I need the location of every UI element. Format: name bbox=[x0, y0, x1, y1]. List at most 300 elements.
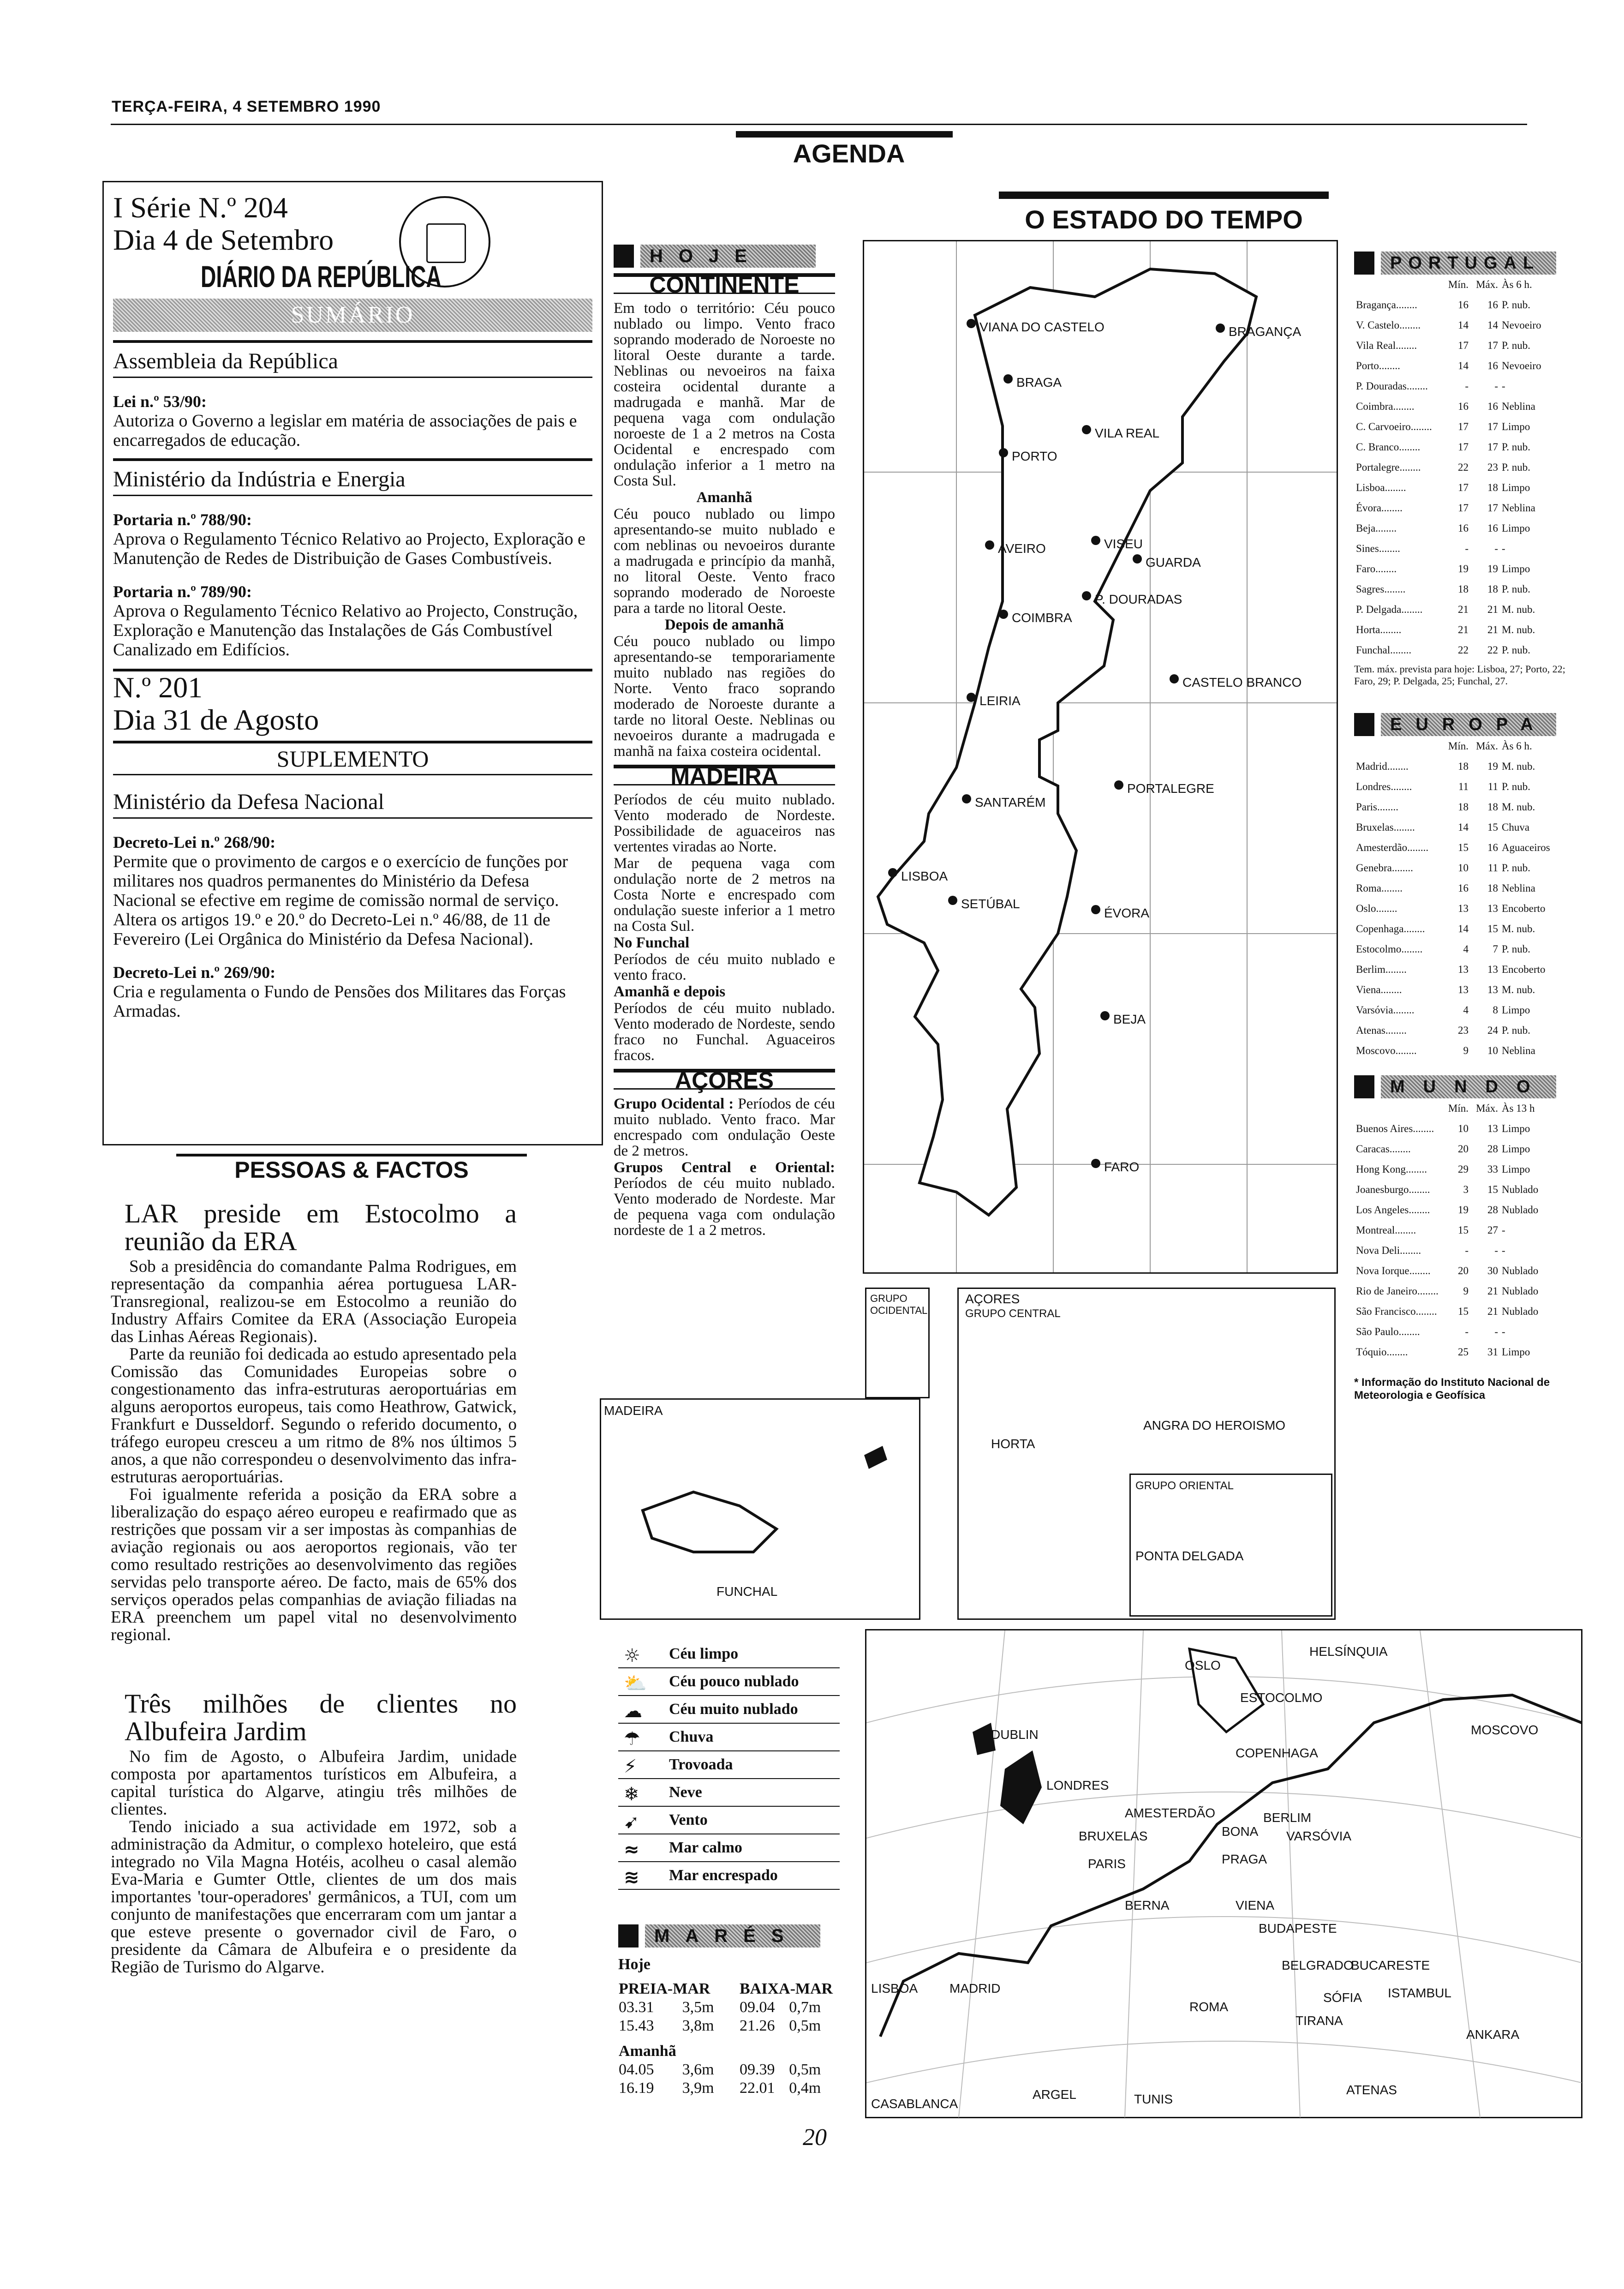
table-cell: 15 bbox=[1487, 923, 1498, 935]
city-label: SANTARÉM bbox=[975, 795, 1046, 809]
table-cell: 19 bbox=[1487, 761, 1498, 772]
table-cell: 33 bbox=[1487, 1163, 1498, 1175]
table-cell: P. nub. bbox=[1502, 583, 1530, 595]
table-row bbox=[1354, 295, 1568, 315]
city-label: COPENHAGA bbox=[1236, 1746, 1318, 1760]
table-cell: 16 bbox=[1458, 299, 1469, 311]
table-cell: 17 bbox=[1458, 421, 1469, 432]
table-cell: M. nub. bbox=[1502, 604, 1535, 615]
city-label: PRAGA bbox=[1222, 1852, 1267, 1866]
table-cell: Coimbra........ bbox=[1356, 401, 1415, 412]
table-cell: 13 bbox=[1487, 964, 1498, 975]
block-marker bbox=[1354, 252, 1374, 275]
table-cell: São Paulo........ bbox=[1356, 1326, 1420, 1337]
city-label: SÓFIA bbox=[1323, 1990, 1362, 2005]
city-dot bbox=[1082, 425, 1091, 434]
city-label: CASABLANCA bbox=[871, 2097, 958, 2111]
table-cell: 21 bbox=[1487, 1285, 1498, 1297]
city-label: BUDAPESTE bbox=[1259, 1921, 1337, 1935]
table-header-cell bbox=[1354, 736, 1441, 756]
table-cell: M. nub. bbox=[1502, 923, 1535, 935]
legend-item bbox=[618, 1724, 840, 1751]
table-header-row bbox=[1354, 275, 1568, 295]
law-text: Aprova o Regulamento Técnico Relativo ao Projecto, Construção, Exploração e Manutenção das Instalações de Gás Combustível Canalizado em Edifícios. bbox=[113, 601, 578, 659]
table-row bbox=[1354, 817, 1568, 838]
table-cell: 16 bbox=[1487, 360, 1498, 372]
table-cell: 21 bbox=[1487, 604, 1498, 615]
table-row bbox=[1354, 396, 1568, 417]
table-cell: 3 bbox=[1463, 1184, 1469, 1195]
table-cell: Genebra........ bbox=[1356, 862, 1413, 874]
city-label: ANKARA bbox=[1466, 2027, 1520, 2042]
sun-icon: ☼ bbox=[624, 1645, 640, 1666]
table-cell: São Francisco........ bbox=[1356, 1306, 1437, 1317]
city-label: ESTOCOLMO bbox=[1240, 1690, 1323, 1705]
table-cell: 22 bbox=[1487, 644, 1498, 656]
table-cell: Viena........ bbox=[1356, 984, 1402, 995]
legend-item bbox=[618, 1834, 840, 1862]
mundo-table bbox=[1354, 1098, 1568, 1362]
table-cell: Horta........ bbox=[1356, 624, 1402, 635]
table-header-cell: Máx. bbox=[1476, 279, 1498, 290]
forecast-label: Grupos Central e Oriental: bbox=[614, 1159, 835, 1176]
table-row bbox=[1354, 1139, 1568, 1159]
table-cell: 17 bbox=[1458, 502, 1469, 514]
law-ref: Decreto-Lei n.º 268/90: bbox=[113, 833, 276, 851]
table-cell: Limpo bbox=[1502, 1123, 1530, 1134]
table-cell: 17 bbox=[1487, 421, 1498, 432]
table-cell: 7 bbox=[1493, 943, 1498, 955]
city-dot bbox=[1091, 1159, 1100, 1168]
table-cell: 30 bbox=[1487, 1265, 1498, 1276]
table-cell: 15 bbox=[1458, 1224, 1469, 1236]
table-row bbox=[1354, 539, 1568, 559]
city-dot bbox=[1082, 591, 1091, 600]
portugal-outline bbox=[864, 241, 1337, 1272]
agenda-bar bbox=[736, 131, 953, 138]
table-cell: - bbox=[1494, 380, 1498, 392]
table-cell: Nevoeiro bbox=[1502, 360, 1541, 372]
table-cell: Atenas........ bbox=[1356, 1025, 1407, 1036]
table-cell: 13 bbox=[1487, 1123, 1498, 1134]
table-cell: 15 bbox=[1458, 1306, 1469, 1317]
table-cell: - bbox=[1494, 543, 1498, 554]
table-cell: 14 bbox=[1458, 821, 1469, 833]
table-cell: 29 bbox=[1458, 1163, 1469, 1175]
table-row bbox=[1354, 756, 1568, 777]
legend-label: Céu limpo bbox=[669, 1645, 739, 1662]
table-cell: 11 bbox=[1487, 862, 1498, 874]
table-cell: Paris........ bbox=[1356, 801, 1398, 813]
legend-item bbox=[618, 1779, 840, 1807]
legend-label: Céu pouco nublado bbox=[669, 1673, 799, 1690]
table-cell: - bbox=[1465, 1326, 1469, 1337]
pessoas-factos-column bbox=[111, 1200, 517, 1976]
dr-law bbox=[113, 833, 592, 949]
table-cell: 21 bbox=[1458, 604, 1469, 615]
table-cell: 21 bbox=[1458, 624, 1469, 635]
forecast-text: Períodos de céu muito nublado. Vento moderado de Nordeste. Possibilidade de aguaceiros nas vertentes viradas ao Norte. bbox=[614, 791, 835, 855]
city-label: SETÚBAL bbox=[961, 897, 1020, 911]
table-cell: Hong Kong........ bbox=[1356, 1163, 1427, 1175]
table-cell: Portalegre........ bbox=[1356, 461, 1421, 473]
block-marker bbox=[1354, 713, 1374, 736]
table-cell: Limpo bbox=[1502, 563, 1530, 575]
dr-law bbox=[113, 510, 592, 568]
portugal-table-panel bbox=[1354, 252, 1571, 687]
table-row bbox=[1354, 878, 1568, 899]
partly-cloudy-icon: ⛅ bbox=[624, 1673, 647, 1694]
table-cell: Funchal........ bbox=[1356, 644, 1412, 656]
table-row bbox=[1354, 1020, 1568, 1041]
article-paragraph: Sob a presidência do comandante Palma Rodrigues, em representação da companhia aérea portuguesa LAR-Transregional, realizou-se em Estocolmo a reunião do Industry Affairs Comitee da ERA (Associação Europeia das Linhas Aéreas Regionais). bbox=[111, 1257, 517, 1346]
map-label: MADEIRA bbox=[604, 1403, 663, 1418]
city-dot bbox=[1091, 536, 1100, 545]
table-cell: - bbox=[1494, 1326, 1498, 1337]
dr-name: DIÁRIO DA REPÚBLICA bbox=[201, 259, 442, 294]
table-cell: P. nub. bbox=[1502, 340, 1530, 351]
city-label: BRUXELAS bbox=[1079, 1829, 1148, 1843]
forecast-text bbox=[614, 1096, 835, 1159]
table-cell: 9 bbox=[1463, 1285, 1469, 1297]
city-label: CASTELO BRANCO bbox=[1182, 675, 1302, 689]
table-row bbox=[1354, 1342, 1568, 1362]
forecast-text: Mar de pequena vaga com ondulação norte de 2 metros na Costa Norte e encrespado com ondulação sueste inferior a 1 metro na Costa Sul. bbox=[614, 855, 835, 935]
table-cell: Madrid........ bbox=[1356, 761, 1409, 772]
table-cell: 4 bbox=[1463, 1004, 1469, 1016]
city-dot bbox=[1100, 1011, 1110, 1020]
city-label: ÉVORA bbox=[1104, 906, 1150, 920]
table-cell: 21 bbox=[1487, 1306, 1498, 1317]
dr-section: Ministério da Indústria e Energia bbox=[113, 458, 592, 496]
table-cell: Tóquio........ bbox=[1356, 1346, 1408, 1358]
law-text: Autoriza o Governo a legislar em matéria de associações de pais e encarregados de educação. bbox=[113, 411, 577, 450]
tide-cell: 15.43 bbox=[619, 2017, 654, 2034]
source-note: * Informação do Instituto Nacional de Meteorologia e Geofísica bbox=[1354, 1376, 1550, 1402]
table-row bbox=[1354, 1000, 1568, 1020]
table-row bbox=[1354, 1281, 1568, 1301]
dr-law bbox=[113, 582, 592, 659]
city-dot bbox=[1216, 324, 1225, 333]
table-cell: 18 bbox=[1458, 583, 1469, 595]
map-label: ANGRA DO HEROISMO bbox=[1143, 1418, 1286, 1432]
city-label: TUNIS bbox=[1134, 2092, 1173, 2106]
city-label: BONA bbox=[1222, 1824, 1259, 1839]
table-cell: - bbox=[1502, 1245, 1505, 1256]
table-cell: C. Branco........ bbox=[1356, 441, 1421, 453]
city-label: PARIS bbox=[1088, 1857, 1126, 1871]
snow-icon: ❄ bbox=[624, 1784, 639, 1805]
table-header-cell: Às 6 h. bbox=[1502, 279, 1532, 290]
legend-item bbox=[618, 1641, 840, 1668]
table-cell: 19 bbox=[1458, 1204, 1469, 1216]
table-cell: Lisboa........ bbox=[1356, 482, 1406, 493]
dr-section: Assembleia da República bbox=[113, 340, 592, 378]
table-cell: 31 bbox=[1487, 1346, 1498, 1358]
tide-cell: 16.19 bbox=[619, 2079, 654, 2097]
table-cell: 18 bbox=[1487, 583, 1498, 595]
table-header-row bbox=[1354, 1098, 1568, 1119]
hoje-tag: HOJE bbox=[640, 245, 816, 268]
city-label: BERNA bbox=[1125, 1898, 1170, 1912]
tide-cell: 04.05 bbox=[619, 2061, 654, 2078]
table-cell: Limpo bbox=[1502, 522, 1530, 534]
table-cell: 16 bbox=[1458, 882, 1469, 894]
table-cell: Nublado bbox=[1502, 1184, 1539, 1195]
article-paragraph: Parte da reunião foi dedicada ao estudo apresentado pela Comissão das Comunidades Europeias sobre o congestionamento das infra-estruturas aeroportuárias em alguns aeroportos europeus, tais como Heathrow, Gatwick, Frankfurt e Dusseldorf. Segundo o referido documento, o tráfego europeu cresceu a um ritmo de 8% nos últimos 5 anos, a que não correspondeu o desenvolvimento das infra-estruturas aeroportuárias. bbox=[111, 1345, 517, 1486]
legend-label: Chuva bbox=[669, 1728, 714, 1745]
dr-section: Ministério da Defesa Nacional bbox=[113, 784, 592, 819]
mundo-title: MUNDO bbox=[1381, 1075, 1556, 1098]
table-cell: 14 bbox=[1458, 360, 1469, 372]
portugal-table bbox=[1354, 275, 1568, 660]
tide-cell: 0,5m bbox=[789, 2061, 821, 2078]
table-cell: Caracas........ bbox=[1356, 1143, 1411, 1155]
page-date: TERÇA-FEIRA, 4 SETEMBRO 1990 bbox=[112, 98, 381, 115]
city-label: LONDRES bbox=[1046, 1778, 1109, 1792]
table-cell: 16 bbox=[1458, 401, 1469, 412]
tide-cell: 0,5m bbox=[789, 2017, 821, 2034]
table-cell: Vila Real........ bbox=[1356, 340, 1417, 351]
table-row bbox=[1354, 376, 1568, 396]
table-row bbox=[1354, 518, 1568, 539]
table-cell: 17 bbox=[1458, 482, 1469, 493]
table-header-cell: Máx. bbox=[1476, 1103, 1498, 1114]
tides-table bbox=[618, 1980, 833, 2097]
city-dot bbox=[888, 868, 897, 877]
table-cell: Nublado bbox=[1502, 1204, 1539, 1216]
city-label: AMESTERDÃO bbox=[1125, 1806, 1216, 1820]
table-cell: Nova Iorque........ bbox=[1356, 1265, 1431, 1276]
tides-col-head: BAIXA-MAR bbox=[740, 1980, 833, 1997]
dr-law bbox=[113, 963, 592, 1021]
map-label: GRUPO OCIDENTAL bbox=[870, 1293, 928, 1316]
forecast-subhead: Amanhã bbox=[696, 489, 752, 506]
city-label: BEJA bbox=[1113, 1012, 1146, 1026]
legend-label: Trovoada bbox=[669, 1756, 733, 1773]
table-cell: Encoberto bbox=[1502, 964, 1546, 975]
tides-label: Hoje bbox=[618, 1956, 651, 1973]
table-row bbox=[1354, 899, 1568, 919]
section-title: AGENDA bbox=[793, 139, 905, 168]
table-cell: Porto........ bbox=[1356, 360, 1400, 372]
city-dot bbox=[1133, 554, 1142, 563]
portugal-title: PORTUGAL bbox=[1381, 252, 1556, 275]
table-row bbox=[1354, 858, 1568, 878]
table-cell: 10 bbox=[1487, 1045, 1498, 1056]
table-cell: Neblina bbox=[1502, 882, 1535, 894]
table-cell: P. nub. bbox=[1502, 1025, 1530, 1036]
table-cell: Sines........ bbox=[1356, 543, 1400, 554]
mundo-table-panel bbox=[1354, 1075, 1571, 1402]
table-cell: 27 bbox=[1487, 1224, 1498, 1236]
table-header-cell: Às 6 h. bbox=[1502, 740, 1532, 752]
table-cell: Nublado bbox=[1502, 1306, 1539, 1317]
city-label: BRAGA bbox=[1016, 375, 1062, 389]
table-cell: P. Delgada........ bbox=[1356, 604, 1423, 615]
table-cell: 11 bbox=[1458, 781, 1469, 792]
table-cell: Oslo........ bbox=[1356, 903, 1397, 914]
city-label: VIANA DO CASTELO bbox=[979, 320, 1105, 334]
table-header-cell: Às 13 h bbox=[1502, 1103, 1535, 1114]
table-cell: Roma........ bbox=[1356, 882, 1403, 894]
table-cell: 13 bbox=[1458, 964, 1469, 975]
table-cell: 10 bbox=[1458, 1123, 1469, 1134]
block-marker bbox=[1354, 1075, 1374, 1098]
table-cell: 13 bbox=[1458, 984, 1469, 995]
table-row bbox=[1354, 356, 1568, 376]
city-dot bbox=[1170, 674, 1179, 683]
legend-label: Vento bbox=[669, 1811, 708, 1828]
tide-cell: 09.39 bbox=[740, 2061, 775, 2078]
article-headline: LAR preside em Estocolmo a reunião da ERA bbox=[125, 1198, 517, 1256]
city-label: GUARDA bbox=[1146, 555, 1201, 569]
block-marker bbox=[614, 245, 634, 268]
tide-cell: 21.26 bbox=[740, 2017, 775, 2034]
acores-ocidental-map bbox=[865, 1288, 930, 1398]
table-cell: 17 bbox=[1487, 502, 1498, 514]
table-cell: Aguaceiros bbox=[1502, 842, 1550, 853]
city-label: TIRANA bbox=[1296, 2013, 1343, 2028]
table-cell: 14 bbox=[1487, 319, 1498, 331]
table-cell: 28 bbox=[1487, 1143, 1498, 1155]
city-dot bbox=[999, 448, 1008, 457]
tide-cell: 3,9m bbox=[682, 2079, 714, 2097]
diario-republica-box bbox=[102, 181, 603, 1145]
table-row bbox=[1354, 417, 1568, 437]
table-cell: - bbox=[1502, 1224, 1505, 1236]
table-row bbox=[1354, 939, 1568, 959]
table-cell: - bbox=[1502, 543, 1505, 554]
table-cell: Buenos Aires........ bbox=[1356, 1123, 1434, 1134]
dr-sumario: SUMÁRIO bbox=[113, 299, 592, 332]
table-cell: P. nub. bbox=[1502, 644, 1530, 656]
city-label: P. DOURADAS bbox=[1095, 592, 1182, 606]
forecast-label: Grupo Ocidental : bbox=[614, 1096, 734, 1112]
table-cell: Los Angeles........ bbox=[1356, 1204, 1430, 1216]
table-cell: 17 bbox=[1458, 441, 1469, 453]
city-label: ATENAS bbox=[1346, 2083, 1397, 2097]
city-label: COIMBRA bbox=[1012, 611, 1072, 625]
tides-title: MARÉS bbox=[645, 1924, 820, 1947]
header-rule bbox=[111, 124, 1527, 125]
table-header-cell: Máx. bbox=[1476, 740, 1498, 752]
city-label: PORTALEGRE bbox=[1127, 781, 1214, 796]
city-dot bbox=[1003, 374, 1013, 383]
tide-cell: 03.31 bbox=[619, 1999, 654, 2016]
map-label: GRUPO ORIENTAL bbox=[1135, 1480, 1234, 1492]
weather-title: O ESTADO DO TEMPO bbox=[999, 192, 1329, 234]
table-cell: 13 bbox=[1487, 903, 1498, 914]
region-title: MADEIRA bbox=[614, 765, 835, 785]
table-cell: 13 bbox=[1487, 984, 1498, 995]
table-cell: Limpo bbox=[1502, 1143, 1530, 1155]
cloudy-icon: ☁ bbox=[624, 1701, 642, 1722]
forecast-text: Céu pouco nublado ou limpo apresentando-se muito nublado e com neblinas ou nevoeiros durante a madrugada e princípio da manhã, no litoral Oeste. Vento fraco soprando moderado de Noroeste para a tarde no litoral Oeste. bbox=[614, 506, 835, 617]
law-ref: Portaria n.º 789/90: bbox=[113, 582, 252, 601]
forecast-text: Períodos de céu muito nublado. Vento moderado de Nordeste. Mar de pequena vaga com ondulação nordeste de 1 a 2 metros. bbox=[614, 1175, 835, 1239]
table-cell: Sagres........ bbox=[1356, 583, 1406, 595]
table-header-cell: Mín. bbox=[1448, 1103, 1469, 1114]
forecast-text: Céu pouco nublado ou limpo apresentando-se temporariamente muito nublado nas regiões do Norte. Vento fraco soprando moderado de Noroeste durante a tarde no litoral Oeste. Neblinas ou nevoeiros durante a madrugada e manhã na faixa costeira ocidental. bbox=[614, 633, 835, 760]
city-label: LEIRIA bbox=[979, 694, 1021, 708]
acores-map bbox=[957, 1288, 1336, 1620]
table-cell: Limpo bbox=[1502, 1004, 1530, 1016]
legend-item bbox=[618, 1751, 840, 1779]
table-cell: 28 bbox=[1487, 1204, 1498, 1216]
table-cell: V. Castelo........ bbox=[1356, 319, 1421, 331]
table-cell: 17 bbox=[1487, 441, 1498, 453]
acores-oriental-map bbox=[1129, 1474, 1332, 1617]
city-label: ARGEL bbox=[1033, 2087, 1076, 2102]
calm-sea-icon: ≈ bbox=[624, 1839, 639, 1860]
madeira-map bbox=[600, 1398, 920, 1620]
legend-label: Neve bbox=[669, 1784, 702, 1801]
table-row bbox=[1354, 599, 1568, 620]
table-row bbox=[1354, 315, 1568, 336]
table-cell: P. nub. bbox=[1502, 299, 1530, 311]
table-cell: Varsóvia........ bbox=[1356, 1004, 1415, 1016]
city-label: LISBOA bbox=[901, 869, 948, 883]
table-cell: M. nub. bbox=[1502, 624, 1535, 635]
city-dot bbox=[999, 610, 1008, 619]
city-label: HELSÍNQUIA bbox=[1309, 1644, 1388, 1659]
page-number: 20 bbox=[803, 2124, 827, 2151]
table-row bbox=[1354, 498, 1568, 518]
table-cell: 22 bbox=[1458, 461, 1469, 473]
table-cell: Amesterdão........ bbox=[1356, 842, 1429, 853]
table-cell: Beja........ bbox=[1356, 522, 1397, 534]
table-cell: Nublado bbox=[1502, 1285, 1539, 1297]
table-row bbox=[1354, 959, 1568, 980]
city-label: MADRID bbox=[949, 1981, 1001, 1995]
table-row bbox=[1354, 777, 1568, 797]
forecast-column bbox=[614, 245, 835, 1239]
europa-table-panel bbox=[1354, 713, 1571, 1061]
region-title: CONTINENTE bbox=[614, 273, 835, 294]
city-dot bbox=[948, 896, 957, 905]
table-cell: 18 bbox=[1458, 761, 1469, 772]
table-row bbox=[1354, 437, 1568, 457]
table-cell: 24 bbox=[1487, 1025, 1498, 1036]
dr-date2: Dia 31 de Agosto bbox=[113, 703, 319, 736]
table-cell: - bbox=[1494, 1245, 1498, 1256]
tides-panel bbox=[618, 1924, 840, 2097]
europa-table bbox=[1354, 736, 1568, 1061]
table-cell: C. Carvoeiro........ bbox=[1356, 421, 1432, 432]
city-label: DUBLIN bbox=[991, 1727, 1039, 1742]
city-label: BRAGANÇA bbox=[1229, 324, 1302, 339]
legend-label: Mar calmo bbox=[669, 1839, 742, 1856]
table-cell: P. nub. bbox=[1502, 461, 1530, 473]
table-cell: 18 bbox=[1458, 801, 1469, 813]
table-cell: 13 bbox=[1458, 903, 1469, 914]
city-label: VILA REAL bbox=[1095, 426, 1160, 440]
table-cell: Limpo bbox=[1502, 482, 1530, 493]
law-ref: Lei n.º 53/90: bbox=[113, 392, 207, 411]
table-row bbox=[1354, 1180, 1568, 1200]
table-cell: Nublado bbox=[1502, 1265, 1539, 1276]
article-headline: Três milhões de clientes no Albufeira Jardim bbox=[125, 1689, 517, 1746]
city-label: LISBOA bbox=[871, 1981, 918, 1995]
table-cell: Chuva bbox=[1502, 821, 1530, 833]
table-cell: M. nub. bbox=[1502, 761, 1535, 772]
table-row bbox=[1354, 579, 1568, 599]
dr-date: Dia 4 de Setembro bbox=[113, 223, 334, 256]
city-label: PORTO bbox=[1012, 449, 1057, 463]
city-label: OSLO bbox=[1185, 1658, 1221, 1672]
table-row bbox=[1354, 457, 1568, 478]
